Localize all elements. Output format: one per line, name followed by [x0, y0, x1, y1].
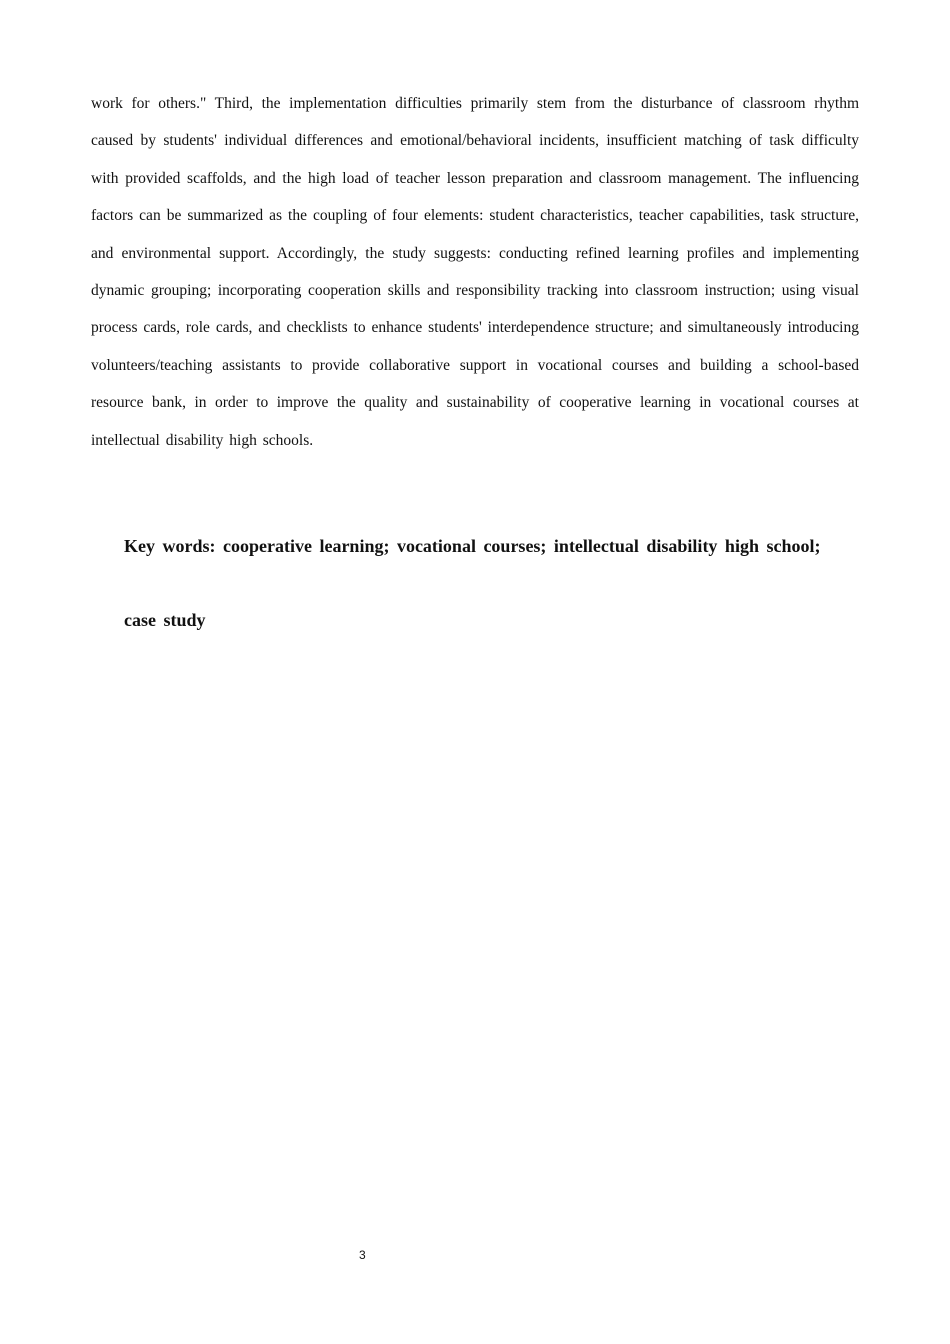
abstract-paragraph: work for others." Third, the implementation difficulties primarily stem from the disturbance of classroom rhythm caused by students' individual differences and emotional/behavioral incidents, insufficient matching of task difficulty with provided scaffolds, and the high load of teacher lesson preparation and classroom management. The influencing factors can be summarized as the coupling of four elements: student characteristics, teacher capabilities, task structure, and environmental support. Accordingly, the study suggests: conducting refined learning profiles and implementing dynamic grouping; incorporating cooperation skills and responsibility tracking into classroom instruction; using visual process cards, role cards, and checklists to enhance students' interdependence structure; and simultaneously introducing volunteers/teaching assistants to provide collaborative support in vocational courses and building a school-based resource bank, in order to improve the quality and sustainability of cooperative learning in vocational courses at intellectual disability high schools.: [91, 95, 859, 449]
keywords-line: Key words: cooperative learning; vocational courses; intellectual disability high school;: [124, 536, 821, 556]
page-number: 3: [359, 1248, 366, 1262]
keywords-continuation: case study: [124, 610, 206, 630]
